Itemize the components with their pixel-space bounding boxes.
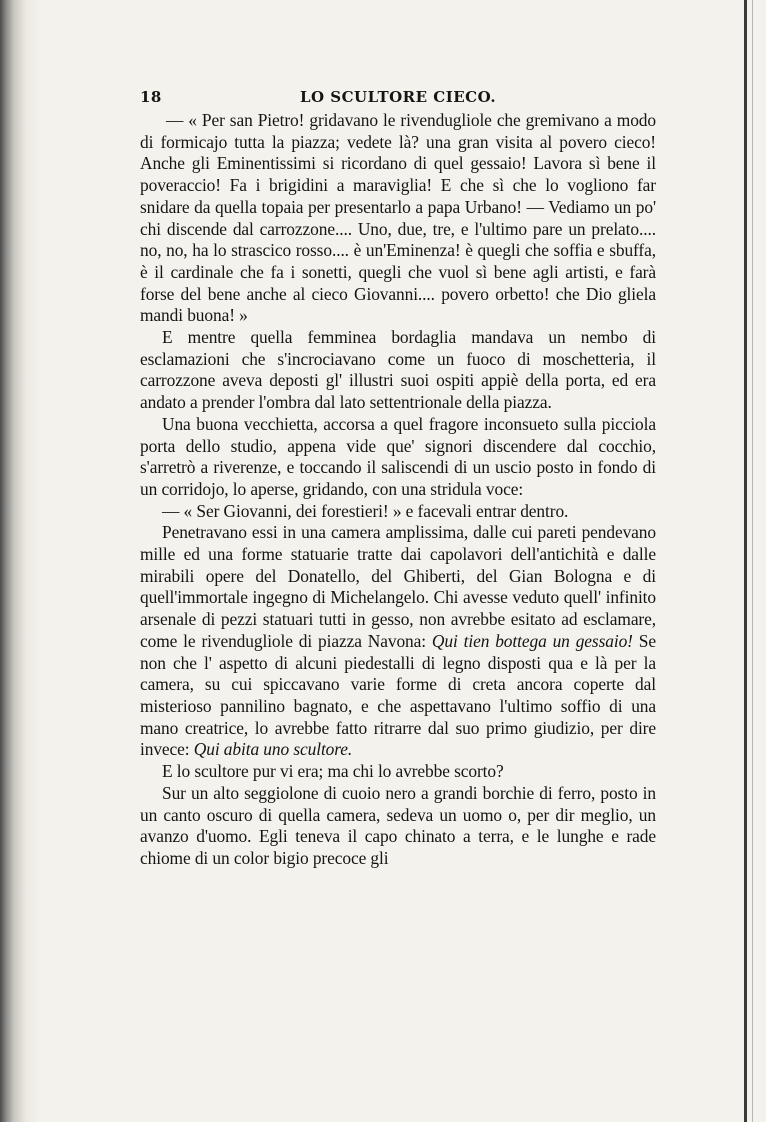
text-segment: Penetravano essi in una camera amplissima, dalle cui pareti pendevano mille ed una forme statuarie tratte dai capolavori dell'antichità e dalle mirabili opere del Donatello, del Ghiberti, del Gian Bologna e di quell'immortale ingegno di Michelangelo. Chi avesse veduto quell' infinito arsenale di pezzi statuari tutti in gesso, non avrebbe esitato ad esclamare, come le rivendugliole di piazza Navona: [140,522,656,651]
text-segment: Se non che l' aspetto di alcuni piedestalli di legno disposti qua e là per la camera, su cui spiccavano varie forme di creta ancora coperte dal misterioso pannilino bagnato, e che aspettavano l'ultimo soffio di una mano creatrice, lo avrebbe fatto ritrarre dal suo primo giudizio, per dire invece: [140,630,656,760]
text-segment: E mentre quella femminea bordaglia mandava un nembo di esclamazioni che s'incrociavano come un fuoco di moschetteria, il carrozzone aveva deposti gl' illustri suoi ospiti appiè della porta, ed era andato a prender l'ombra dal lato settentrionale della piazza. [140,327,656,413]
page-edge-rule-faint [752,0,753,1122]
book-page [140,88,656,870]
italic-quote: Qui abita uno scultore. [193,739,353,760]
text-segment: — « Per san Pietro! gridavano le rivendugliole che gremivano a modo di formicajo tutta la piazza; vedete là? una gran visita al povero cieco! Anche gli Eminentissimi si ricordano di quel gessaio! Lavora sì bene il poveraccio! Fa i brigidini a maraviglia! E che sì che lo vogliono far snidare da quella topaia per presentarlo a papa Urbano! — Vediamo un po' chi discende dal carrozzone.... Uno, due, tre, e l'ultimo pare un prelato.... no, no, ha lo strascico rosso.... è un'Eminenza! è quegli che soffia e sbuffa, è il cardinale che fa i sonetti, quegli che vuol sì bene agli artisti, e farà forse del bene anche al cieco Giovanni.... povero orbetto! che Dio gliela mandi buona! » [140,110,656,326]
page-header [140,88,656,110]
body-text [140,110,656,870]
paragraph [140,327,656,414]
page-edge-rule [744,0,747,1122]
text-segment: Una buona vecchietta, accorsa a quel fragore inconsueto sulla picciola porta dello studio, appena vide que' signori discendere dal cocchio, s'arretrò a riverenze, e toccando il saliscendi di un uscio posto in fondo di un corridojo, lo aperse, gridando, con una stridula voce: [140,413,656,499]
paragraph [140,761,656,783]
italic-quote: Qui tien bottega un gessaio! [431,630,633,651]
text-segment: — « Ser Giovanni, dei forestieri! » e facevali entrar dentro. [162,500,569,521]
book-binding-shadow [0,0,40,1122]
paragraph [140,414,656,501]
paragraph [140,522,656,761]
paragraph [140,783,656,870]
page-number: 18 [140,88,162,106]
text-segment: E lo scultore pur vi era; ma chi lo avrebbe scorto? [162,761,504,782]
text-segment: Sur un alto seggiolone di cuoio nero a grandi borchie di ferro, posto in un canto oscuro di quella camera, sedeva un uomo o, per dir meglio, un avanzo d'uomo. Egli teneva il capo chinato a terra, e le lunghe e rade chiome di un color bigio precoce gli [140,782,656,868]
paragraph [140,501,656,523]
running-title: LO SCULTORE CIECO. [299,88,497,106]
paragraph [140,110,656,327]
